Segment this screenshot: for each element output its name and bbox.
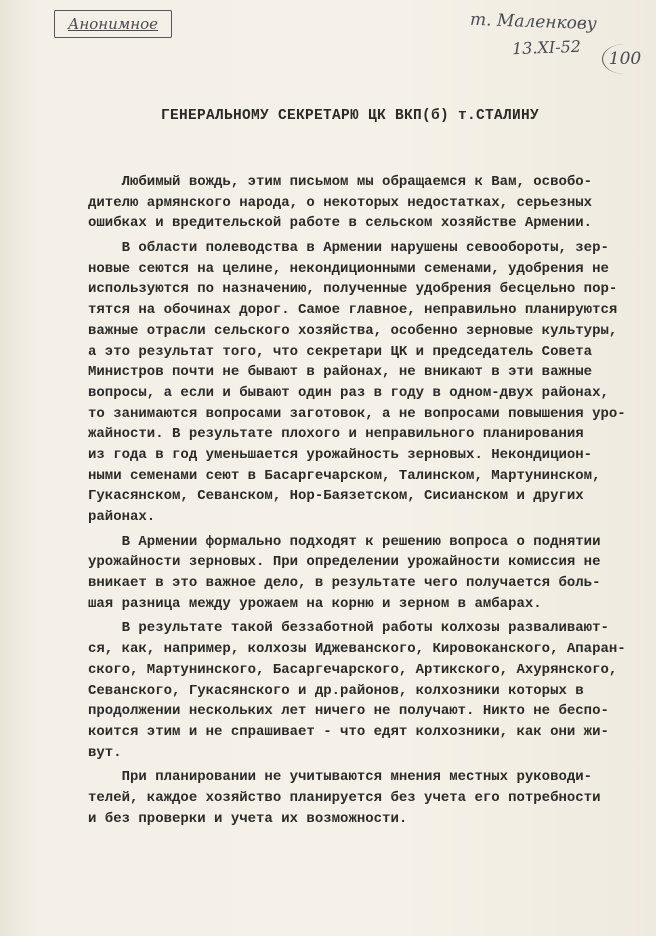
text-line: Гукасянском, Севанском, Нор-Баязетском, Сисианском и других	[88, 488, 584, 505]
text-line: и без проверки и учета их возможности.	[88, 810, 408, 827]
text-line: Любимый вождь, этим письмом мы обращаемся к Вам, освобо-	[88, 174, 593, 190]
text-line: вопросы, а если и бывают один раз в году в одном-двух районах,	[88, 384, 609, 401]
text-line: телей, каждое хозяйство планируется без учета его потребности	[88, 789, 601, 806]
text-line: дителю армянского народа, о некоторых недостатках, серьезных	[88, 194, 593, 211]
text-line: то занимаются вопросами заготовок, а не вопросами повышения уро-	[88, 405, 626, 422]
text-line: Министров почти не бывают в районах, не вникают в эти важные	[88, 364, 593, 381]
text-line: продолжении нескольких лет ничего не получают. Никто не беспо-	[88, 703, 609, 720]
text-line: используются по назначению, полученные удобрения бесцельно пор-	[88, 281, 618, 298]
letter-body	[88, 172, 648, 829]
text-line: ными семенами сеют в Басаргечарском, Талинском, Мартунинском,	[88, 467, 601, 484]
text-line: тятся на обочинах дорог. Самое главное, неправильно планируются	[88, 302, 618, 319]
paragraph	[88, 238, 648, 528]
handwritten-date: 13.XI-52	[511, 36, 582, 59]
text-line: ся, как, например, колхозы Иджеванского, Кировоканского, Апаран-	[88, 641, 626, 658]
page-number: 100	[602, 44, 647, 74]
letter-heading: ГЕНЕРАЛЬНОМУ СЕКРЕТАРЮ ЦК ВКП(б) т.СТАЛИНУ	[160, 108, 540, 124]
text-line: При планировании не учитываются мнения местных руководи-	[88, 769, 593, 786]
text-line: вут.	[88, 744, 122, 761]
text-line: районах.	[88, 509, 156, 525]
text-line: В области полеводства в Армении нарушены севообороты, зер-	[88, 240, 609, 257]
text-line: вникает в это важное дело, в результате чего получается боль-	[88, 575, 601, 592]
text-line: важные отрасли сельского хозяйства, особенно зерновые культуры,	[88, 322, 618, 339]
text-line: В результате такой беззаботной работы колхозы разваливают-	[88, 620, 609, 637]
paragraph	[88, 767, 648, 829]
paragraph	[88, 172, 648, 234]
text-line: из года в год уменьшается урожайность зерновых. Некондицион-	[88, 446, 593, 463]
paragraph	[88, 618, 648, 763]
text-line: урожайности зерновых. При определении урожайности комиссия не	[88, 554, 601, 571]
text-line: ошибках и вредительской работе в сельском хозяйстве Армении.	[88, 215, 593, 232]
anonymous-stamp: Анонимное	[54, 10, 172, 38]
text-line: новые сеются на целине, некондиционными семенами, удобрения не	[88, 260, 609, 277]
text-line: коится этим и не спрашивает - что едят колхозники, как они жи-	[88, 723, 609, 740]
text-line: жайности. В результате плохого и неправильного планирования	[88, 426, 584, 443]
handwritten-addressee: т. Маленкову	[469, 9, 598, 35]
text-line: шая разница между урожаем на корню и зерном в амбарах.	[88, 595, 542, 612]
text-line: Севанского, Гукасянского и др.районов, колхозники которых в	[88, 682, 584, 699]
paragraph	[88, 532, 648, 615]
text-line: В Армении формально подходят к решению вопроса о поднятии	[88, 533, 601, 550]
text-line: а это результат того, что секретари ЦК и председатель Совета	[88, 343, 593, 360]
text-line: ского, Мартунинского, Басаргечарского, Артикского, Ахурянского,	[88, 661, 618, 678]
